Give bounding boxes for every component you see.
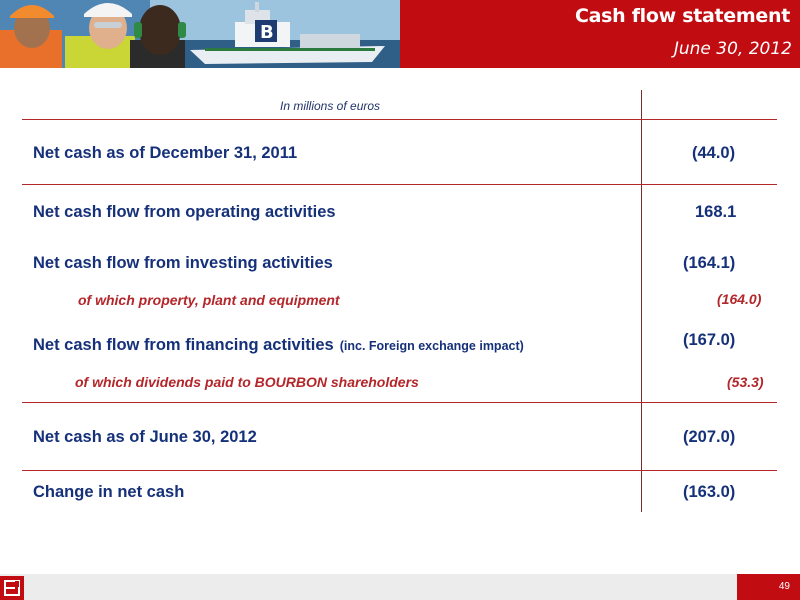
svg-text:B: B	[260, 22, 274, 43]
column-divider	[641, 90, 642, 512]
table-rule	[22, 402, 777, 403]
row-value-investing: (164.1)	[683, 254, 736, 272]
row-value-net-cash-2012: (207.0)	[683, 428, 736, 446]
sub-value-dividends: (53.3)	[727, 374, 764, 390]
sub-label-dividends: of which dividends paid to BOURBON shareholders	[75, 374, 419, 390]
footer-bar	[0, 574, 800, 600]
row-label-operating: Net cash flow from operating activities	[33, 203, 336, 221]
bourbon-b-glyph-icon	[0, 576, 24, 600]
row-label-financing-note: (inc. Foreign exchange impact)	[339, 339, 524, 353]
sub-value-ppe: (164.0)	[717, 291, 762, 307]
row-label-financing-text: Net cash flow from financing activities	[33, 336, 334, 354]
vessel-logo-icon	[255, 20, 277, 43]
table-rule	[22, 470, 777, 471]
bourbon-logo-icon	[0, 576, 24, 600]
header-photo	[0, 0, 400, 68]
row-label-net-cash-2012: Net cash as of June 30, 2012	[33, 428, 257, 446]
page-subtitle: June 30, 2012	[673, 39, 792, 59]
table-rule	[22, 119, 777, 120]
row-value-change: (163.0)	[683, 483, 736, 501]
row-label-investing: Net cash flow from investing activities	[33, 254, 333, 272]
row-value-financing: (167.0)	[683, 331, 736, 349]
row-value-operating: 168.1	[695, 203, 737, 221]
header-band	[400, 0, 800, 68]
row-label-change: Change in net cash	[33, 483, 185, 501]
crew-and-vessel-illustration	[0, 0, 400, 68]
page-number: 49	[778, 581, 790, 592]
sub-label-ppe: of which property, plant and equipment	[78, 292, 340, 308]
row-label-net-cash-2011: Net cash as of December 31, 2011	[33, 144, 298, 162]
units-note: In millions of euros	[280, 99, 381, 113]
row-label-financing	[33, 336, 524, 355]
page-number-box	[737, 574, 800, 600]
table-rule	[22, 184, 777, 185]
row-value-net-cash-2011: (44.0)	[692, 144, 736, 162]
page-title: Cash flow statement	[575, 5, 790, 27]
